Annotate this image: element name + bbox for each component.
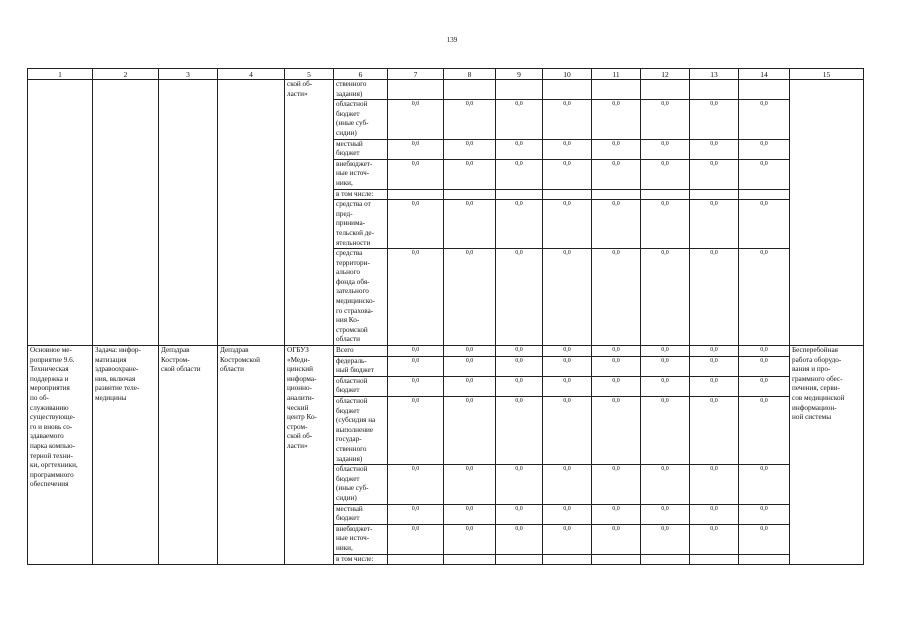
value-cell: 0,0: [444, 465, 496, 504]
value-cell: 0,0: [496, 397, 543, 465]
value-cell: 0,0: [592, 465, 641, 504]
value-cell: 0,0: [690, 139, 739, 159]
value-cell: [388, 189, 444, 200]
funding-source-label: средства от пред- принима- тельской де- ятельности: [334, 200, 388, 249]
value-cell: [592, 80, 641, 100]
value-cell: 0,0: [739, 249, 790, 346]
column-header: 15: [790, 69, 864, 80]
funding-source-label: внебюджет- ные источ- ники,: [334, 159, 388, 189]
value-cell: [592, 189, 641, 200]
value-cell: 0,0: [388, 397, 444, 465]
value-cell: 0,0: [543, 100, 592, 139]
value-cell: [739, 189, 790, 200]
value-cell: 0,0: [388, 504, 444, 524]
value-cell: 0,0: [592, 356, 641, 376]
funding-source-label: ственного задания): [334, 80, 388, 100]
value-cell: 0,0: [739, 159, 790, 189]
value-cell: 0,0: [388, 524, 444, 554]
value-cell: [690, 554, 739, 565]
value-cell: 0,0: [592, 397, 641, 465]
value-cell: 0,0: [388, 346, 444, 357]
value-cell: 0,0: [543, 376, 592, 396]
value-cell: [543, 189, 592, 200]
column-header: 12: [641, 69, 690, 80]
value-cell: 0,0: [496, 356, 543, 376]
group1-col4-cell: [218, 80, 285, 346]
value-cell: [690, 189, 739, 200]
group2-col3-cell: Депздрав Костром- ской области: [159, 346, 218, 565]
value-cell: 0,0: [496, 100, 543, 139]
value-cell: 0,0: [592, 504, 641, 524]
value-cell: [690, 80, 739, 100]
value-cell: 0,0: [592, 376, 641, 396]
value-cell: 0,0: [543, 139, 592, 159]
group1-col2-cell: [93, 80, 159, 346]
value-cell: 0,0: [641, 249, 690, 346]
value-cell: [496, 189, 543, 200]
value-cell: 0,0: [739, 465, 790, 504]
value-cell: [496, 80, 543, 100]
value-cell: 0,0: [388, 376, 444, 396]
value-cell: [641, 189, 690, 200]
value-cell: 0,0: [641, 376, 690, 396]
column-header: 1: [28, 69, 93, 80]
value-cell: [388, 554, 444, 565]
page-number: 139: [446, 36, 458, 44]
value-cell: 0,0: [388, 159, 444, 189]
value-cell: 0,0: [690, 504, 739, 524]
value-cell: 0,0: [388, 356, 444, 376]
value-cell: 0,0: [641, 139, 690, 159]
funding-source-label: средства территори- ального фонда обя- зательного медицинско- го страхова- ния Ко- стромской области: [334, 249, 388, 346]
value-cell: 0,0: [641, 200, 690, 249]
value-cell: [496, 554, 543, 565]
value-cell: 0,0: [444, 356, 496, 376]
value-cell: [641, 554, 690, 565]
value-cell: 0,0: [739, 139, 790, 159]
funding-source-label: областной бюджет (иные суб- сидии): [334, 100, 388, 139]
value-cell: 0,0: [444, 504, 496, 524]
value-cell: [543, 554, 592, 565]
value-cell: [444, 189, 496, 200]
value-cell: 0,0: [444, 139, 496, 159]
value-cell: 0,0: [543, 346, 592, 357]
budget-table: [27, 68, 864, 565]
funding-source-label: федераль- ный бюджет: [334, 356, 388, 376]
value-cell: 0,0: [592, 139, 641, 159]
group1-col5-cell: ской об- ласти»: [285, 80, 334, 346]
group2-col5-cell: ОГБУЗ «Меди- цинский информа- ционно- аналити- ческий центр Ко- стром- ской об- ласти»: [285, 346, 334, 565]
column-header: 2: [93, 69, 159, 80]
value-cell: [543, 80, 592, 100]
value-cell: 0,0: [592, 524, 641, 554]
value-cell: 0,0: [496, 465, 543, 504]
value-cell: [641, 80, 690, 100]
value-cell: 0,0: [543, 356, 592, 376]
value-cell: 0,0: [592, 100, 641, 139]
group2-col15-cell: Бесперебойная работа оборудо- вания и про- граммного обес- печения, серви- сов медицинской информацион- ной системы: [790, 346, 864, 565]
funding-source-label: в том числе:: [334, 189, 388, 200]
value-cell: 0,0: [592, 159, 641, 189]
value-cell: 0,0: [496, 159, 543, 189]
value-cell: 0,0: [739, 200, 790, 249]
funding-source-label: местный бюджет: [334, 504, 388, 524]
value-cell: [739, 80, 790, 100]
value-cell: 0,0: [543, 397, 592, 465]
column-header: 6: [334, 69, 388, 80]
value-cell: [739, 554, 790, 565]
value-cell: 0,0: [496, 376, 543, 396]
value-cell: 0,0: [592, 249, 641, 346]
value-cell: 0,0: [641, 100, 690, 139]
value-cell: 0,0: [739, 504, 790, 524]
funding-source-label: Всего: [334, 346, 388, 357]
value-cell: 0,0: [739, 346, 790, 357]
value-cell: 0,0: [641, 346, 690, 357]
value-cell: 0,0: [388, 200, 444, 249]
value-cell: 0,0: [641, 504, 690, 524]
column-header: 10: [543, 69, 592, 80]
value-cell: 0,0: [592, 346, 641, 357]
value-cell: 0,0: [388, 249, 444, 346]
value-cell: 0,0: [543, 159, 592, 189]
value-cell: 0,0: [690, 524, 739, 554]
group1-col3-cell: [159, 80, 218, 346]
value-cell: 0,0: [641, 524, 690, 554]
value-cell: 0,0: [592, 200, 641, 249]
table-row: [28, 346, 864, 357]
value-cell: 0,0: [690, 465, 739, 504]
value-cell: 0,0: [690, 249, 739, 346]
value-cell: 0,0: [543, 200, 592, 249]
value-cell: 0,0: [444, 376, 496, 396]
value-cell: 0,0: [496, 249, 543, 346]
value-cell: 0,0: [444, 346, 496, 357]
column-header: 9: [496, 69, 543, 80]
column-header: 3: [159, 69, 218, 80]
value-cell: 0,0: [739, 376, 790, 396]
table-body: [28, 80, 864, 565]
value-cell: 0,0: [543, 524, 592, 554]
group2-col4-cell: Депздрав Костромской области: [218, 346, 285, 565]
value-cell: 0,0: [690, 397, 739, 465]
value-cell: 0,0: [690, 346, 739, 357]
column-header: 14: [739, 69, 790, 80]
value-cell: 0,0: [388, 465, 444, 504]
value-cell: 0,0: [496, 200, 543, 249]
value-cell: 0,0: [444, 100, 496, 139]
value-cell: 0,0: [444, 397, 496, 465]
value-cell: 0,0: [444, 524, 496, 554]
value-cell: 0,0: [543, 249, 592, 346]
column-header: 5: [285, 69, 334, 80]
value-cell: 0,0: [444, 159, 496, 189]
value-cell: 0,0: [641, 159, 690, 189]
value-cell: 0,0: [739, 100, 790, 139]
funding-source-label: областной бюджет (субсидия на выполнение государ- ственного задания): [334, 397, 388, 465]
column-header: 7: [388, 69, 444, 80]
group2-col1-cell: Основное ме- роприятие 9.6. Техническая поддержка и мероприятия по об- служиванию существующе- го и вновь со- здаваемого парка компью- терной техни- ки, оргтехники, программного обеспечения: [28, 346, 93, 565]
value-cell: 0,0: [690, 100, 739, 139]
value-cell: [388, 80, 444, 100]
value-cell: 0,0: [690, 159, 739, 189]
value-cell: 0,0: [496, 504, 543, 524]
group1-col15-cell: [790, 80, 864, 346]
value-cell: 0,0: [496, 524, 543, 554]
funding-source-label: областной бюджет: [334, 376, 388, 396]
column-header: 11: [592, 69, 641, 80]
value-cell: 0,0: [543, 465, 592, 504]
value-cell: 0,0: [496, 139, 543, 159]
group1-col1-cell: [28, 80, 93, 346]
funding-source-label: внебюджет- ные источ- ники,: [334, 524, 388, 554]
column-header-row: [28, 69, 864, 80]
value-cell: 0,0: [388, 100, 444, 139]
funding-source-label: в том числе:: [334, 554, 388, 565]
value-cell: 0,0: [739, 356, 790, 376]
value-cell: 0,0: [641, 465, 690, 504]
group2-col2-cell: Задача: инфор- матизация здравоохране- ния, включая развитие теле- медицины: [93, 346, 159, 565]
table-row: [28, 80, 864, 100]
value-cell: [444, 554, 496, 565]
value-cell: 0,0: [690, 376, 739, 396]
value-cell: [592, 554, 641, 565]
column-header: 4: [218, 69, 285, 80]
value-cell: 0,0: [690, 200, 739, 249]
value-cell: 0,0: [444, 200, 496, 249]
funding-source-label: областной бюджет (иные суб- сидии): [334, 465, 388, 504]
value-cell: 0,0: [388, 139, 444, 159]
funding-source-label: местный бюджет: [334, 139, 388, 159]
value-cell: 0,0: [641, 356, 690, 376]
column-header: 13: [690, 69, 739, 80]
column-header: 8: [444, 69, 496, 80]
value-cell: 0,0: [641, 397, 690, 465]
value-cell: 0,0: [739, 397, 790, 465]
value-cell: 0,0: [444, 249, 496, 346]
value-cell: 0,0: [739, 524, 790, 554]
value-cell: 0,0: [543, 504, 592, 524]
value-cell: 0,0: [496, 346, 543, 357]
value-cell: [444, 80, 496, 100]
value-cell: 0,0: [690, 356, 739, 376]
